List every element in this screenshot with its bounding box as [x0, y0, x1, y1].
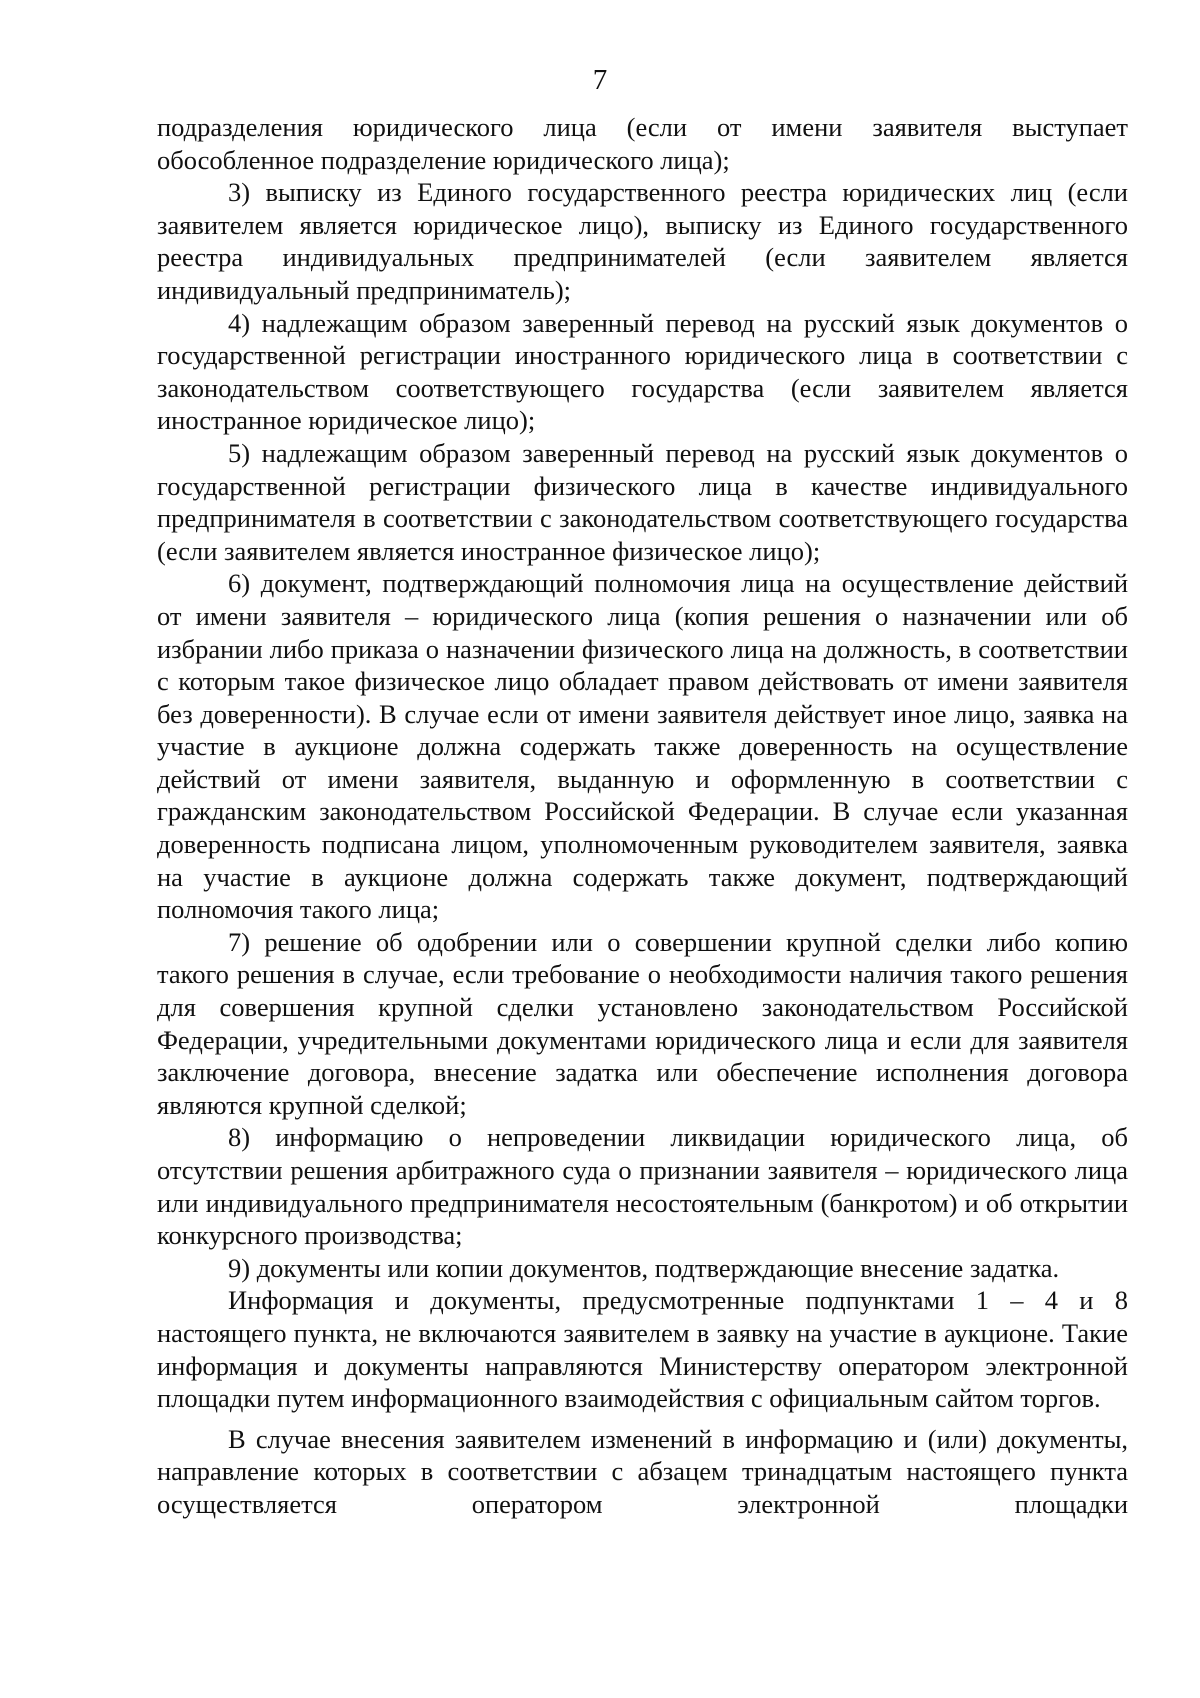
paragraph-item-8: 8) информацию о непроведении ликвидации юридического лица, об отсутствии решения арбитражного суда о признании заявителя – юридического лица или индивидуального предпринимателя несостоятельным (банкротом) и об открытии конкурсного производства;	[157, 1122, 1128, 1251]
document-body	[157, 111, 1128, 1521]
paragraph-item-5: 5) надлежащим образом заверенный перевод на русский язык документов о государственной регистрации физического лица в качестве индивидуального предпринимателя в соответствии с законодательством соответствующего государства (если заявителем является иностранное физическое лицо);	[157, 437, 1128, 566]
page-number: 7	[592, 64, 608, 96]
paragraph-item-6: 6) документ, подтверждающий полномочия лица на осуществление действий от имени заявителя – юридического лица (копия решения о назначении или об избрании либо приказа о назначении физического лица на должность, в соответствии с которым такое физическое лицо обладает правом действовать от имени заявителя без доверенности). В случае если от имени заявителя действует иное лицо, заявка на участие в аукционе должна содержать также доверенность на осуществление действий от имени заявителя, выданную и оформленную в соответствии с гражданским законодательством Российской Федерации. В случае если указанная доверенность подписана лицом, уполномоченным руководителем заявителя, заявка на участие в аукционе должна содержать также документ, подтверждающий полномочия такого лица;	[157, 568, 1128, 925]
paragraph-item-4: 4) надлежащим образом заверенный перевод на русский язык документов о государственной регистрации иностранного юридического лица в соответствии с законодательством соответствующего государства (если заявителем является иностранное юридическое лицо);	[157, 307, 1128, 436]
paragraph-information-and-documents: Информация и документы, предусмотренные подпунктами 1 – 4 и 8 настоящего пункта, не включаются заявителем в заявку на участие в аукционе. Такие информация и документы направляются Министерству оператором электронной площадки путем информационного взаимодействия с официальным сайтом торгов.	[157, 1285, 1128, 1414]
paragraph-continuation: подразделения юридического лица (если от имени заявителя выступает обособленное подразделение юридического лица);	[157, 112, 1128, 175]
paragraph-item-9: 9) документы или копии документов, подтверждающие внесение задатка.	[228, 1252, 1060, 1283]
paragraph-item-3: 3) выписку из Единого государственного реестра юридических лиц (если заявителем является юридическое лицо), выписку из Единого государственного реестра индивидуальных предпринимателей (если заявителем является индивидуальный предприниматель);	[157, 177, 1128, 305]
paragraph-changes-by-applicant: В случае внесения заявителем изменений в информацию и (или) документы, направление которых в соответствии с абзацем тринадцатым настоящего пункта осуществляется оператором электронной площадки	[157, 1423, 1128, 1519]
paragraph-item-7: 7) решение об одобрении или о совершении крупной сделки либо копию такого решения в случае, если требование о необходимости наличия такого решения для совершения крупной сделки установлено законодательством Российской Федерации, учредительными документами юридического лица и если для заявителя заключение договора, внесение задатка или обеспечение исполнения договора являются крупной сделкой;	[157, 926, 1128, 1120]
